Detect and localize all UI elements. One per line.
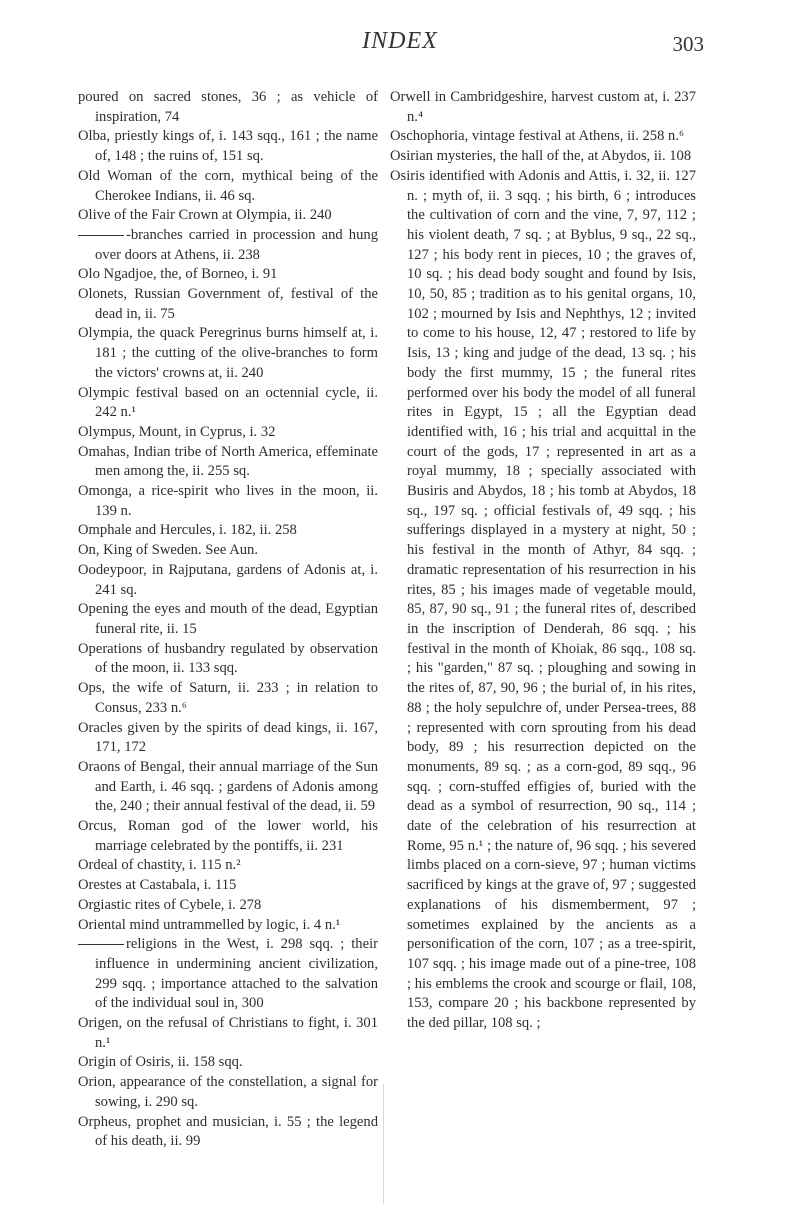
index-entry: Old Woman of the corn, mythical being of the Cherokee Indians, ii. 46 sq. — [78, 167, 378, 204]
index-entry: Orion, appearance of the constellation, a signal for sowing, i. 290 sq. — [78, 1074, 378, 1110]
index-entry: Operations of husbandry regulated by observation of the moon, ii. 133 sqq. — [78, 640, 378, 677]
index-entry: Ops, the wife of Saturn, ii. 233 ; in relation to Consus, 233 n.⁶ — [78, 680, 378, 716]
index-entry: Orestes at Castabala, i. 115 — [78, 877, 237, 894]
index-entry: Osirian mysteries, the hall of the, at Abydos, ii. 108 — [390, 148, 692, 165]
index-column-right — [390, 88, 696, 1034]
index-entry: Oodeypoor, in Rajputana, gardens of Adonis at, i. 241 sq. — [78, 561, 378, 598]
index-entry: Oraons of Bengal, their annual marriage of the Sun and Earth, i. 46 sqq. ; gardens of Adonis among the, 240 ; their annual festival of the dead, ii. 59 — [78, 758, 378, 815]
index-entry: Omonga, a rice-spirit who lives in the moon, ii. 139 n. — [78, 483, 378, 519]
index-entry: Osiris identified with Adonis and Attis, i. 32, ii. 127 n. ; myth of, ii. 3 sqq. ; his birth, 6 ; introduces the cultivation of corn and the vine, 7, 97, 112 ; his violent death, 7 sq. ; at Byblus, 9 sq., 22 sq., 127 ; his body rent in pieces, 10 ; the graves of, 10 sq. ; his dead body sought and found by Isis, 10, 50, 85 ; tradition as to his genital organs, 10, 102 ; mourned by Isis and Nephthys, 12 ; invited to come to his house, 12, 47 ; restored to life by Isis, 13 ; king and judge of the dead, 13 sq. ; his body the first mummy, 15 ; the funeral rites performed over his body the model of all funeral rites in Egypt, 15 ; all the Egyptian dead identified with, 16 ; his trial and acquittal in the court of the gods, 17 ; represented in art as a royal mummy, 18 ; specially associated with Busiris and Abydos, 18 ; his tomb at Abydos, 18 sq., 197 sq. ; official festivals of, 49 sqq. ; his sufferings displayed in a mystery at night, 50 ; his festival in the month of Athyr, 84 sqq. ; dramatic representation of his resurrection in his rites, 85 ; his images made of vegetable mould, 85, 87, 90 sq., 91 ; the funeral rites of, described in the inscription of Denderah, 86 sqq. ; his festival in the month of Khoiak, 86 sqq., 108 sq. ; his "garden," 87 sq. ; ploughing and sowing in the rites of, 87, 90, 96 ; the burial of, in his rites, 88 ; the holy sepulchre of, under Persea-trees, 88 ; represented with corn sprouting from his dead body, 89 ; his resurrection depicted on the monuments, 89 sq. ; as a corn-god, 89 sqq., 96 sqq. ; corn-stuffed effigies of, buried with the dead as a symbol of resurrection, 90 sq., 114 ; date of the celebration of his resurrection at Rome, 95 n.¹ ; the nature of, 96 sqq. ; his severed limbs placed on a corn-sieve, 97 ; human victims sacrificed by kings at the grave of, 97 ; suggested explanations of his dismemberment, 97 ; sometimes explained by the ancients as a personification of the corn, 107 ; as a tree-spirit, 107 sqq. ; his image made out of a pine-tree, 108 ; his emblems the crook and scourge or flail, 108, 153, compare 20 ; his backbone represented by the ded pillar, 108 sq. ; — [390, 167, 696, 1032]
index-entry: Opening the eyes and mouth of the dead, Egyptian funeral rite, ii. 15 — [78, 601, 378, 637]
column-divider — [383, 1084, 384, 1204]
index-entry: Olonets, Russian Government of, festival of the dead in, ii. 75 — [78, 286, 378, 322]
index-entry: poured on sacred stones, 36 ; as vehicle of inspiration, 74 — [78, 89, 378, 125]
index-entry: Olympus, Mount, in Cyprus, i. 32 — [78, 423, 276, 440]
index-entry: Olympic festival based on an octennial cycle, ii. 242 n.¹ — [78, 384, 378, 421]
index-entry: Orpheus, prophet and musician, i. 55 ; the legend of his death, ii. 99 — [78, 1113, 378, 1150]
index-entry: Olba, priestly kings of, i. 143 sqq., 161 ; the name of, 148 ; the ruins of, 151 sq. — [78, 128, 378, 165]
index-entry: Omphale and Hercules, i. 182, ii. 258 — [78, 522, 297, 539]
page-number: 303 — [672, 32, 704, 56]
index-entry: Origen, on the refusal of Christians to fight, i. 301 n.¹ — [78, 1015, 378, 1051]
index-entry: Olive of the Fair Crown at Olympia, ii. 240 — [78, 207, 332, 224]
index-entry: Omahas, Indian tribe of North America, effeminate men among the, ii. 255 sq. — [78, 443, 378, 480]
index-entry: Orcus, Roman god of the lower world, his marriage celebrated by the pontiffs, ii. 231 — [78, 818, 378, 854]
index-entry: Orwell in Cambridgeshire, harvest custom at, i. 237 n.⁴ — [390, 89, 696, 125]
page-header — [0, 28, 800, 68]
ditto-rule — [78, 235, 124, 236]
index-entry: Origin of Osiris, ii. 158 sqq. — [78, 1054, 243, 1071]
index-subentry-text: -branches carried in procession and hung over doors at Athens, ii. 238 — [95, 226, 378, 263]
index-entry: Oracles given by the spirits of dead kings, ii. 167, 171, 172 — [78, 719, 378, 756]
index-entry: Orgiastic rites of Cybele, i. 278 — [78, 896, 262, 913]
index-entry: Oriental mind untrammelled by logic, i. 4 n.¹ — [78, 916, 341, 933]
running-title: INDEX — [362, 28, 438, 54]
index-entry: Olympia, the quack Peregrinus burns himself at, i. 181 ; the cutting of the olive-branches to form the victors' crowns at, ii. 240 — [78, 325, 378, 381]
index-subentry — [78, 935, 378, 1014]
index-entry: Oschophoria, vintage festival at Athens, ii. 258 n.⁶ — [390, 128, 685, 145]
index-entry: On, King of Sweden. See Aun. — [78, 542, 258, 559]
index-entry: Ordeal of chastity, i. 115 n.² — [78, 857, 241, 874]
index-subentry — [78, 226, 378, 265]
index-entry: Olo Ngadjoe, the, of Borneo, i. 91 — [78, 266, 278, 283]
ditto-rule — [78, 944, 124, 945]
index-subentry-text: religions in the West, i. 298 sqq. ; their influence in undermining ancient civilization, 299 sqq. ; importance attached to the salvation of the individual soul in, 300 — [95, 936, 378, 1012]
index-column-left — [78, 88, 378, 1152]
